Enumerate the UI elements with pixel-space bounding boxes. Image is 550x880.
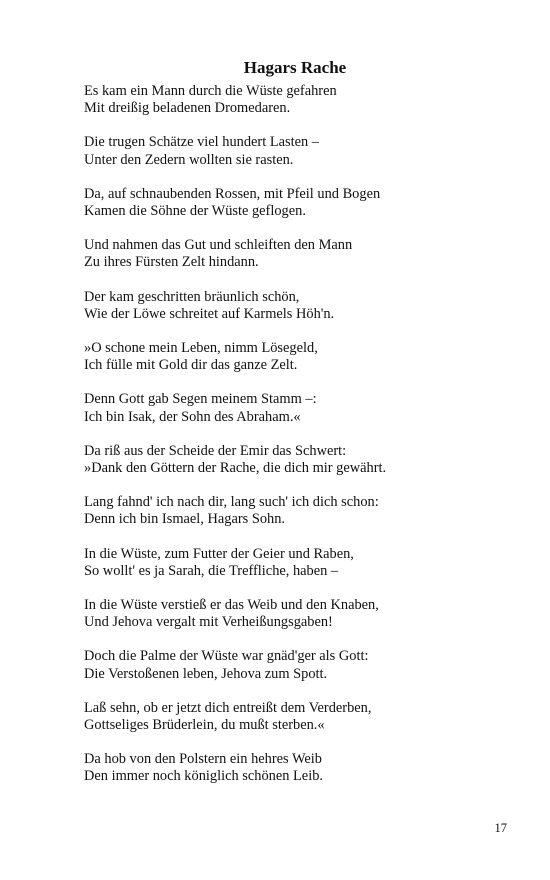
stanza-11 [84,597,524,631]
stanza-5 [84,289,524,323]
poem-line: Da riß aus der Scheide der Emir das Schwert: [84,442,347,459]
poem-line: Zu ihres Fürsten Zelt hindann. [84,254,259,271]
poem-line: Und Jehova vergalt mit Verheißungsgaben! [84,614,333,631]
poem-line: Laß sehn, ob er jetzt dich entreißt dem Verderben, [84,699,372,716]
poem-line: »O schone mein Leben, nimm Lösegeld, [84,340,318,357]
poem-line: Mit dreißig beladenen Dromedaren. [84,100,291,117]
poem-line: Da hob von den Polstern ein hehres Weib [84,751,322,768]
stanza-14 [84,751,524,785]
poem-line: Ich fülle mit Gold dir das ganze Zelt. [84,357,298,374]
poem-line: So wollt' es ja Sarah, die Treffliche, haben – [84,562,339,579]
stanza-2 [84,134,524,168]
poem-line: In die Wüste, zum Futter der Geier und Raben, [84,545,354,562]
stanza-10 [84,546,524,580]
poem-line: In die Wüste verstieß er das Weib und den Knaben, [84,597,379,614]
stanza-13 [84,700,524,734]
poem-line: Die Verstoßenen leben, Jehova zum Spott. [84,665,328,682]
poem-line: Lang fahnd' ich nach dir, lang such' ich dich schon: [84,494,379,511]
poem-line: Denn Gott gab Segen meinem Stamm –: [84,391,317,408]
poem-line: Doch die Palme der Wüste war gnäd'ger als Gott: [84,648,369,665]
stanza-9 [84,494,524,528]
poem-line: Ich bin Isak, der Sohn des Abraham.« [84,408,301,425]
page-number: 17 [494,821,507,835]
poem-line: Da, auf schnaubenden Rossen, mit Pfeil und Bogen [84,185,381,202]
poem-line: Der kam geschritten bräunlich schön, [84,288,300,305]
poem-line: Es kam ein Mann durch die Wüste gefahren [84,83,337,99]
stanza-8 [84,443,524,477]
stanza-3 [84,186,524,220]
poem-line: Den immer noch königlich schönen Leib. [84,768,323,785]
poem-line: Und nahmen das Gut und schleiften den Mann [84,237,353,254]
poem-title: Hagars Rache [243,58,347,77]
poem-line: Gottseliges Brüderlein, du mußt sterben.« [84,717,325,734]
poem-line: Denn ich bin Ismael, Hagars Sohn. [84,511,286,528]
stanza-6 [84,340,524,374]
stanza-12 [84,648,524,682]
poem-body [84,83,524,803]
poem-line: Unter den Zedern wollten sie rasten. [84,151,294,168]
stanza-1 [84,83,524,117]
poem-line: Wie der Löwe schreitet auf Karmels Höh'n. [84,305,335,322]
poem-line: Kamen die Söhne der Wüste geflogen. [84,203,306,220]
poem-line: »Dank den Göttern der Rache, die dich mir gewährt. [84,460,387,477]
poem-line: Die trugen Schätze viel hundert Lasten – [84,134,319,151]
stanza-4 [84,237,524,271]
stanza-7 [84,391,524,425]
